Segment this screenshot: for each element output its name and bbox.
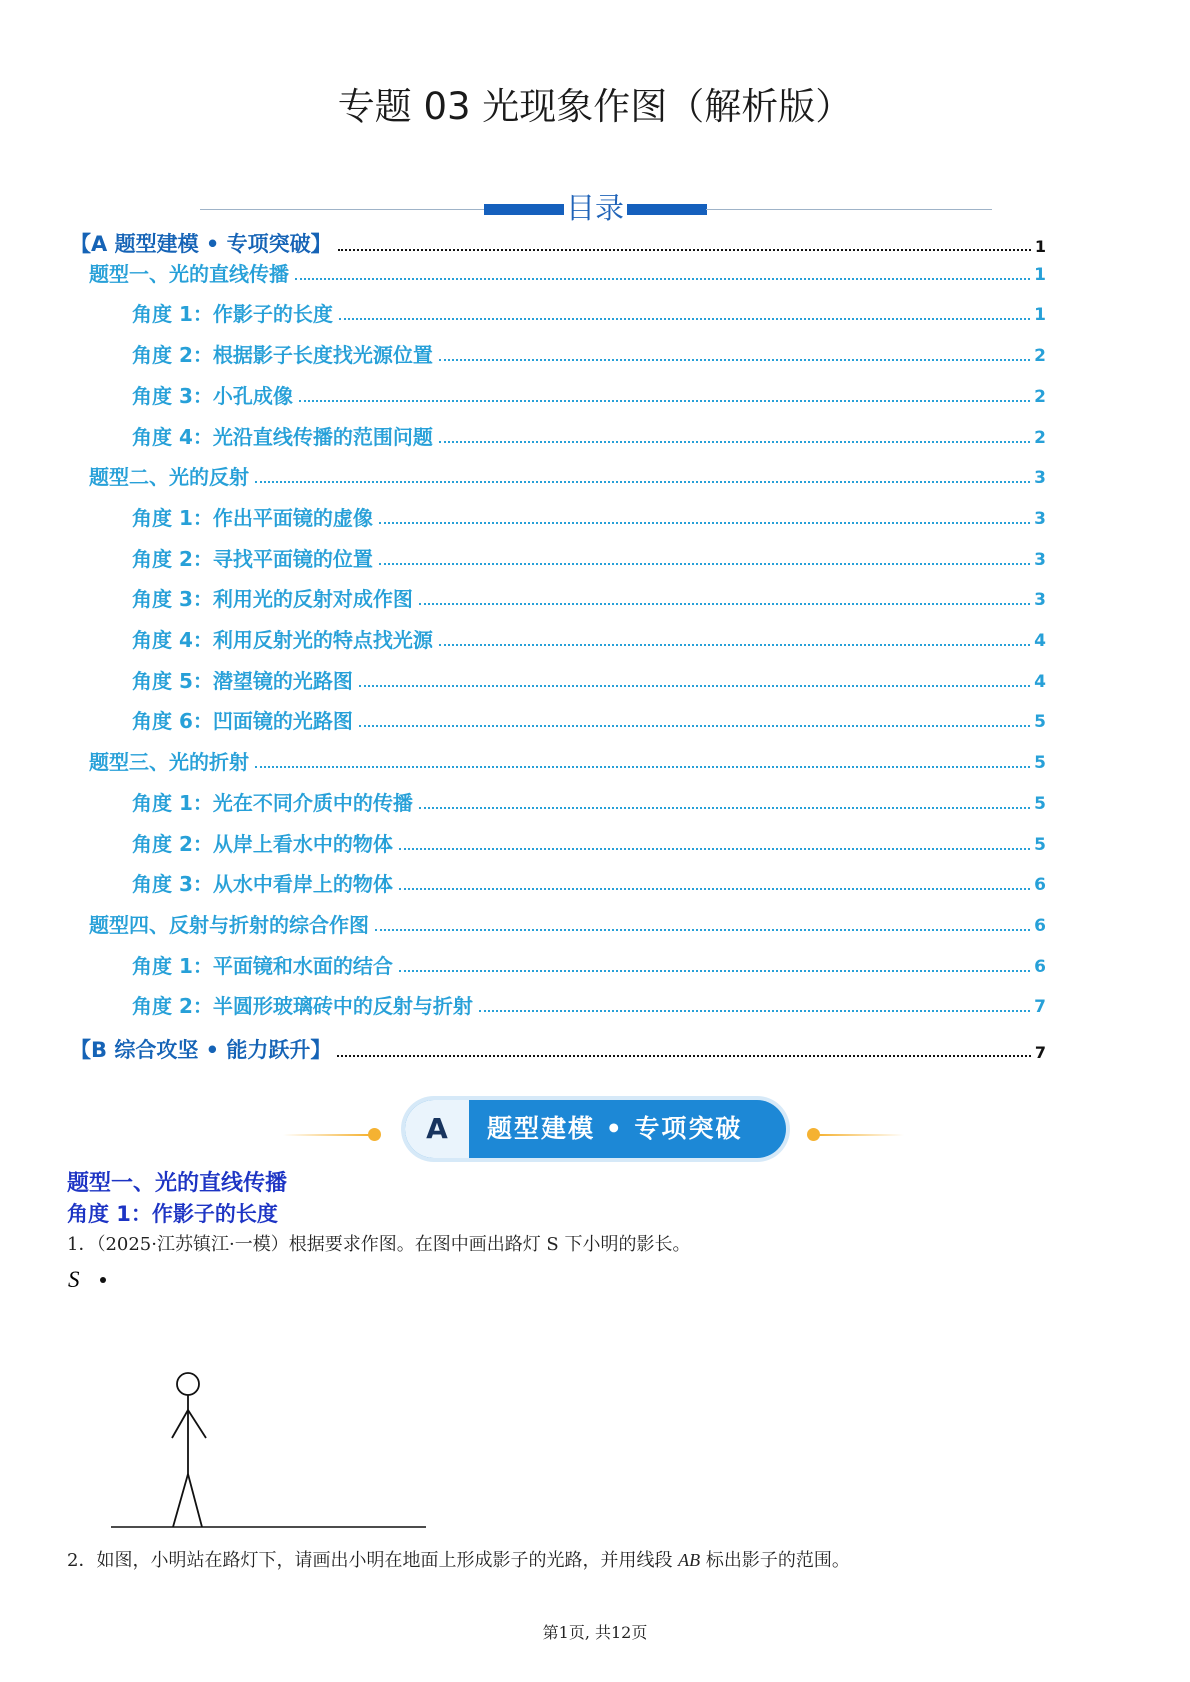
angle-title: 角度 1：作影子的长度	[67, 1202, 278, 1226]
toc-entry-type-1-angle-3[interactable]: 角度 3：小孔成像 2	[132, 384, 1046, 408]
toc-entry-type-4-angle-1[interactable]: 角度 1：平面镜和水面的结合 6	[132, 954, 1046, 978]
toc-entry-type-1[interactable]: 题型一、光的直线传播 1	[89, 262, 1046, 286]
page-footer: 第1页, 共12页	[542, 1623, 648, 1642]
light-source-label: S	[68, 1267, 80, 1292]
toc-entry-type-3-angle-1[interactable]: 角度 1：光在不同介质中的传播 5	[132, 791, 1046, 815]
toc-entry-type-3[interactable]: 题型三、光的折射 5	[89, 750, 1046, 774]
banner-text: 题型建模 • 专项突破	[487, 1114, 743, 1143]
toc-entry-type-4-angle-2[interactable]: 角度 2：半圆形玻璃砖中的反射与折射 7	[132, 994, 1046, 1018]
section-banner-pill	[405, 1100, 786, 1158]
toc-entry-type-2-angle-4[interactable]: 角度 4：利用反射光的特点找光源 4	[132, 628, 1046, 652]
toc-entry-type-2-angle-5[interactable]: 角度 5：潜望镜的光路图 4	[132, 669, 1046, 693]
question-1-figure	[60, 1260, 440, 1530]
banner-letter: A	[426, 1112, 448, 1145]
toc-entry-part-b[interactable]: 【B 综合攻坚 • 能力跃升】 7	[70, 1038, 1046, 1062]
toc-entry-type-2[interactable]: 题型二、光的反射 3	[89, 465, 1046, 489]
question-2: 2．如图，小明站在路灯下，请画出小明在地面上形成影子的光路，并用线段 AB 标出影子的范围。	[67, 1550, 850, 1571]
toc-entry-part-a[interactable]: 【A 题型建模 • 专项突破】 1	[70, 232, 1046, 256]
segment-ab-label: AB	[678, 1550, 701, 1570]
toc-entry-type-3-angle-2[interactable]: 角度 2：从岸上看水中的物体 5	[132, 832, 1046, 856]
toc-heading: 目录	[565, 191, 624, 225]
section-title: 题型一、光的直线传播	[67, 1171, 288, 1196]
toc-entry-type-2-angle-6[interactable]: 角度 6：凹面镜的光路图 5	[132, 709, 1046, 733]
light-source-point	[100, 1277, 106, 1283]
toc-entry-type-1-angle-4[interactable]: 角度 4：光沿直线传播的范围问题 2	[132, 425, 1046, 449]
toc-entry-type-2-angle-1[interactable]: 角度 1：作出平面镜的虚像 3	[132, 506, 1046, 530]
toc-entry-type-3-angle-3[interactable]: 角度 3：从水中看岸上的物体 6	[132, 872, 1046, 896]
toc-entry-type-4[interactable]: 题型四、反射与折射的综合作图 6	[89, 913, 1046, 937]
banner-dot-left	[368, 1128, 381, 1141]
question-1: 1．（2025·江苏镇江·一模）根据要求作图。在图中画出路灯 S 下小明的影长。	[67, 1234, 691, 1255]
toc-entry-type-1-angle-1[interactable]: 角度 1：作影子的长度 1	[132, 302, 1046, 326]
toc-entry-type-2-angle-2[interactable]: 角度 2：寻找平面镜的位置 3	[132, 547, 1046, 571]
person-figure	[172, 1373, 206, 1527]
document-title: 专题 03 光现象作图（解析版）	[337, 85, 853, 128]
toc-entry-type-1-angle-2[interactable]: 角度 2：根据影子长度找光源位置 2	[132, 343, 1046, 367]
toc-entry-type-2-angle-3[interactable]: 角度 3：利用光的反射对成作图 3	[132, 587, 1046, 611]
